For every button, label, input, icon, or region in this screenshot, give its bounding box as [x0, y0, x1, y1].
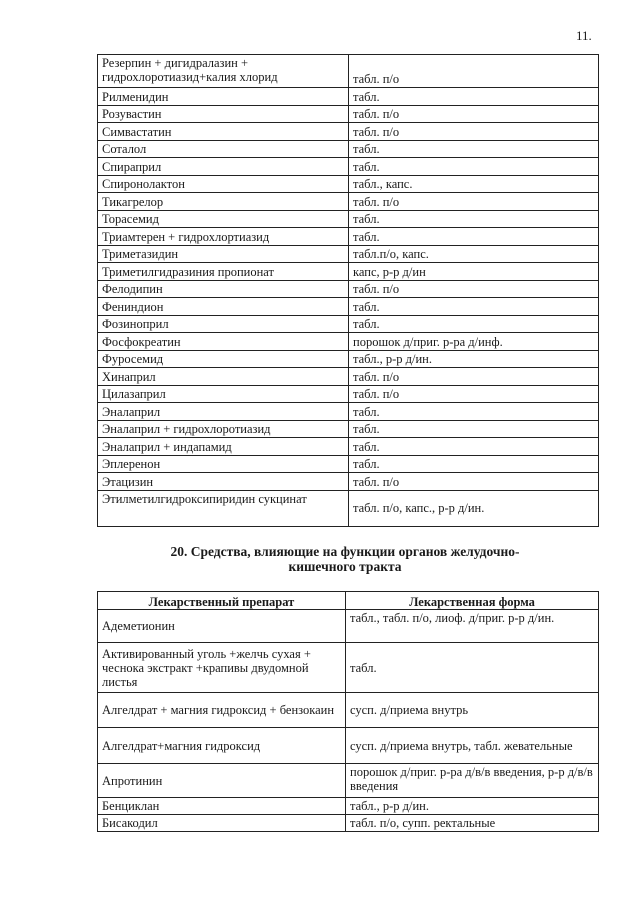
- dosage-form-cell: капс, р-р д/ин: [349, 263, 599, 281]
- dosage-form-cell: табл. п/о: [349, 55, 599, 88]
- drug-name-cell: Резерпин + дигидралазин + гидрохлоротиазид+калия хлорид: [98, 55, 349, 88]
- drug-name-cell: Фелодипин: [98, 280, 349, 298]
- drug-name-cell: Бенциклан: [98, 798, 346, 815]
- table-row: [98, 123, 599, 141]
- dosage-form-cell: порошок д/приг. р-ра д/инф.: [349, 333, 599, 351]
- table-row: [98, 210, 599, 228]
- table-row: [98, 420, 599, 438]
- dosage-form-cell: табл. п/о: [349, 105, 599, 123]
- dosage-form-cell: табл. п/о, супп. ректальные: [346, 815, 599, 832]
- table-row: [98, 158, 599, 176]
- dosage-form-cell: табл.: [349, 88, 599, 106]
- dosage-form-cell: табл. п/о: [349, 368, 599, 386]
- table-row: [98, 368, 599, 386]
- table-row: [98, 798, 599, 815]
- drug-name-cell: Фосфокреатин: [98, 333, 349, 351]
- table-row: [98, 245, 599, 263]
- drug-name-cell: Алгелдрат+магния гидроксид: [98, 728, 346, 764]
- table-row: [98, 764, 599, 798]
- table-row: [98, 455, 599, 473]
- table-row: [98, 228, 599, 246]
- drug-name-cell: Рилменидин: [98, 88, 349, 106]
- drug-name-cell: Торасемид: [98, 210, 349, 228]
- drug-name-cell: Спираприл: [98, 158, 349, 176]
- drug-name-cell: Фениндион: [98, 298, 349, 316]
- table-row: [98, 693, 599, 728]
- drug-name-cell: Этацизин: [98, 473, 349, 491]
- table-row: [98, 333, 599, 351]
- table-row: [98, 263, 599, 281]
- dosage-form-cell: табл.: [349, 420, 599, 438]
- drug-name-cell: Эналаприл + индапамид: [98, 438, 349, 456]
- header-form: Лекарственная форма: [346, 592, 599, 610]
- dosage-form-cell: табл., капс.: [349, 175, 599, 193]
- drug-name-cell: Активированный уголь +желчь сухая + чеснока экстракт +крапивы двудомной листья: [98, 643, 346, 693]
- drug-name-cell: Этилметилгидроксипиридин сукцинат: [98, 490, 349, 526]
- section-title: 20. Средства, влияющие на функции органов желудочно-кишечного тракта: [170, 544, 520, 574]
- table-row: [98, 105, 599, 123]
- drug-name-cell: Тикагрелор: [98, 193, 349, 211]
- page-number: 11.: [576, 28, 592, 43]
- drug-name-cell: Триметазидин: [98, 245, 349, 263]
- table-header-row: [98, 592, 599, 610]
- table-row: [98, 193, 599, 211]
- table-row: [98, 175, 599, 193]
- table-row: [98, 55, 599, 88]
- dosage-form-cell: табл.: [349, 210, 599, 228]
- dosage-form-cell: табл. п/о: [349, 280, 599, 298]
- dosage-form-cell: табл., р-р д/ин.: [346, 798, 599, 815]
- header-drug: Лекарственный препарат: [98, 592, 346, 610]
- table-row: [98, 350, 599, 368]
- drug-name-cell: Эналаприл + гидрохлоротиазид: [98, 420, 349, 438]
- table-row: [98, 815, 599, 832]
- dosage-form-cell: табл.: [349, 298, 599, 316]
- gastro-drug-table: [97, 591, 599, 832]
- dosage-form-cell: табл. п/о, капс., р-р д/ин.: [349, 490, 599, 526]
- drug-name-cell: Цилазаприл: [98, 385, 349, 403]
- drug-name-cell: Апротинин: [98, 764, 346, 798]
- drug-name-cell: Бисакодил: [98, 815, 346, 832]
- drug-name-cell: Эплеренон: [98, 455, 349, 473]
- drug-name-cell: Алгелдрат + магния гидроксид + бензокаин: [98, 693, 346, 728]
- dosage-form-cell: табл.: [346, 643, 599, 693]
- dosage-form-cell: табл. п/о: [349, 193, 599, 211]
- drug-name-cell: Соталол: [98, 140, 349, 158]
- table-row: [98, 643, 599, 693]
- table-row: [98, 728, 599, 764]
- dosage-form-cell: табл.п/о, капс.: [349, 245, 599, 263]
- dosage-form-cell: сусп. д/приема внутрь, табл. жевательные: [346, 728, 599, 764]
- table-row: [98, 88, 599, 106]
- drug-name-cell: Адеметионин: [98, 610, 346, 643]
- dosage-form-cell: табл.: [349, 158, 599, 176]
- table-row: [98, 438, 599, 456]
- drug-name-cell: Эналаприл: [98, 403, 349, 421]
- drug-name-cell: Симвастатин: [98, 123, 349, 141]
- drug-name-cell: Спиронолактон: [98, 175, 349, 193]
- drug-name-cell: Розувастин: [98, 105, 349, 123]
- drug-table-continued: [97, 54, 599, 527]
- table-row: [98, 385, 599, 403]
- dosage-form-cell: табл.: [349, 403, 599, 421]
- dosage-form-cell: табл.: [349, 455, 599, 473]
- dosage-form-cell: табл.: [349, 315, 599, 333]
- table-row: [98, 315, 599, 333]
- drug-name-cell: Триамтерен + гидрохлортиазид: [98, 228, 349, 246]
- dosage-form-cell: табл., табл. п/о, лиоф. д/приг. р-р д/ин.: [346, 610, 599, 643]
- table-row: [98, 140, 599, 158]
- table-row: [98, 280, 599, 298]
- dosage-form-cell: порошок д/приг. р-ра д/в/в введения, р-р д/в/в введения: [346, 764, 599, 798]
- table-row: [98, 298, 599, 316]
- dosage-form-cell: сусп. д/приема внутрь: [346, 693, 599, 728]
- dosage-form-cell: табл.: [349, 140, 599, 158]
- drug-name-cell: Фуросемид: [98, 350, 349, 368]
- drug-name-cell: Фозиноприл: [98, 315, 349, 333]
- table-row: [98, 403, 599, 421]
- dosage-form-cell: табл. п/о: [349, 123, 599, 141]
- dosage-form-cell: табл.: [349, 228, 599, 246]
- table-row: [98, 473, 599, 491]
- table-row: [98, 490, 599, 526]
- drug-name-cell: Хинаприл: [98, 368, 349, 386]
- table-row: [98, 610, 599, 643]
- dosage-form-cell: табл. п/о: [349, 385, 599, 403]
- drug-name-cell: Триметилгидразиния пропионат: [98, 263, 349, 281]
- dosage-form-cell: табл., р-р д/ин.: [349, 350, 599, 368]
- dosage-form-cell: табл. п/о: [349, 473, 599, 491]
- dosage-form-cell: табл.: [349, 438, 599, 456]
